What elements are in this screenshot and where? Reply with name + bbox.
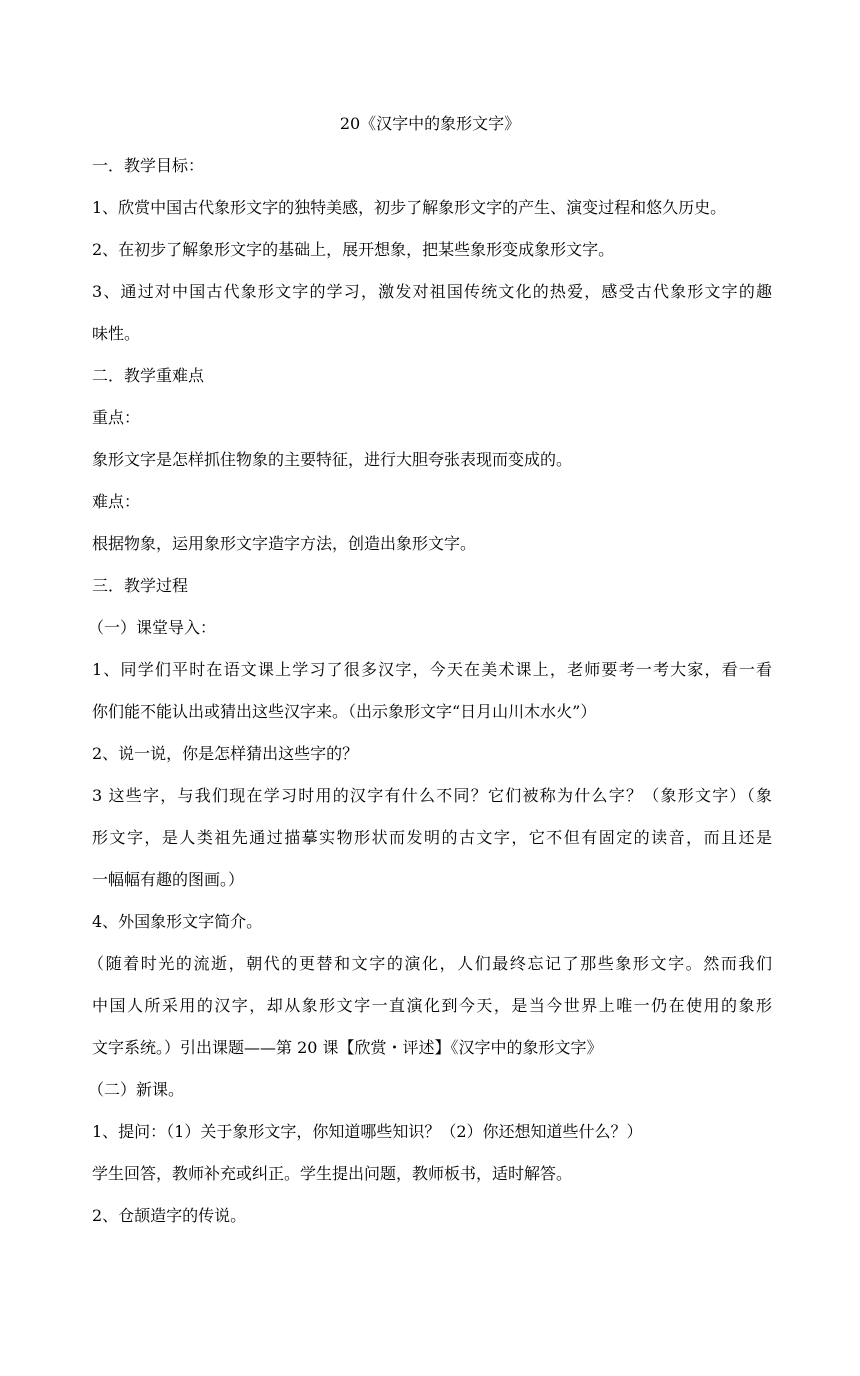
document-title: 20《汉字中的象形文字》: [339, 114, 521, 133]
objective-item-3-continued: 味性。: [92, 324, 141, 343]
subsection-heading-new-lesson: （二）新课。: [88, 1080, 185, 1099]
new-lesson-item-1-detail: 学生回答，教师补充或纠正。学生提出问题，教师板书，适时解答。: [92, 1164, 573, 1183]
process-item-1: 1、同学们平时在语文课上学习了很多汉字，今天在美术课上，老师要考一考大家，看一看: [92, 660, 772, 679]
section-heading-key-points: 二．教学重难点: [92, 366, 205, 385]
process-item-4: 4、外国象形文字简介。: [92, 912, 263, 931]
objective-item-1: 1、欣赏中国古代象形文字的独特美感，初步了解象形文字的产生、演变过程和悠久历史。: [92, 198, 727, 217]
process-item-3-end: 一幅幅有趣的图画。）: [92, 870, 245, 889]
difficulty-label: 难点：: [92, 492, 141, 511]
process-item-2: 2、说一说，你是怎样猜出这些字的？: [92, 744, 359, 763]
difficulty-text: 根据物象，运用象形文字造字方法，创造出象形文字。: [92, 534, 477, 553]
subsection-heading-intro: （一）课堂导入：: [88, 618, 217, 637]
new-lesson-item-1: 1、提问：（1）关于象形文字，你知道哪些知识？（2）你还想知道些什么？）: [92, 1122, 643, 1141]
process-item-4-detail-end: 文字系统。）引出课题——第 20 课【欣赏・评述】《汉字中的象形文字》: [92, 1038, 603, 1057]
process-item-3: 3 这些字，与我们现在学习时用的汉字有什么不同？它们被称为什么字？（象形文字）（象: [92, 786, 772, 805]
document-body: [88, 145, 772, 1237]
process-item-4-detail-continued: 中国人所采用的汉字，却从象形文字一直演化到今天，是当今世界上唯一仍在使用的象形: [92, 996, 772, 1015]
process-item-1-continued: 你们能不能认出或猜出这些汉字来。（出示象形文字“日月山川木水火”）: [92, 702, 597, 721]
process-item-4-detail: （随着时光的流逝，朝代的更替和文字的演化，人们最终忘记了那些象形文字。然而我们: [88, 954, 772, 973]
section-heading-process: 三．教学过程: [92, 576, 189, 595]
new-lesson-item-2: 2、仓颉造字的传说。: [92, 1206, 247, 1225]
section-heading-objectives: 一．教学目标：: [92, 156, 205, 175]
process-item-3-continued: 形文字，是人类祖先通过描摹实物形状而发明的古文字，它不但有固定的读音，而且还是: [92, 828, 772, 847]
key-point-text: 象形文字是怎样抓住物象的主要特征，进行大胆夸张表现而变成的。: [92, 450, 573, 469]
objective-item-3: 3、通过对中国古代象形文字的学习，激发对祖国传统文化的热爱，感受古代象形文字的趣: [92, 282, 772, 301]
objective-item-2: 2、在初步了解象形文字的基础上，展开想象，把某些象形变成象形文字。: [92, 240, 615, 259]
key-point-label: 重点：: [92, 408, 141, 427]
